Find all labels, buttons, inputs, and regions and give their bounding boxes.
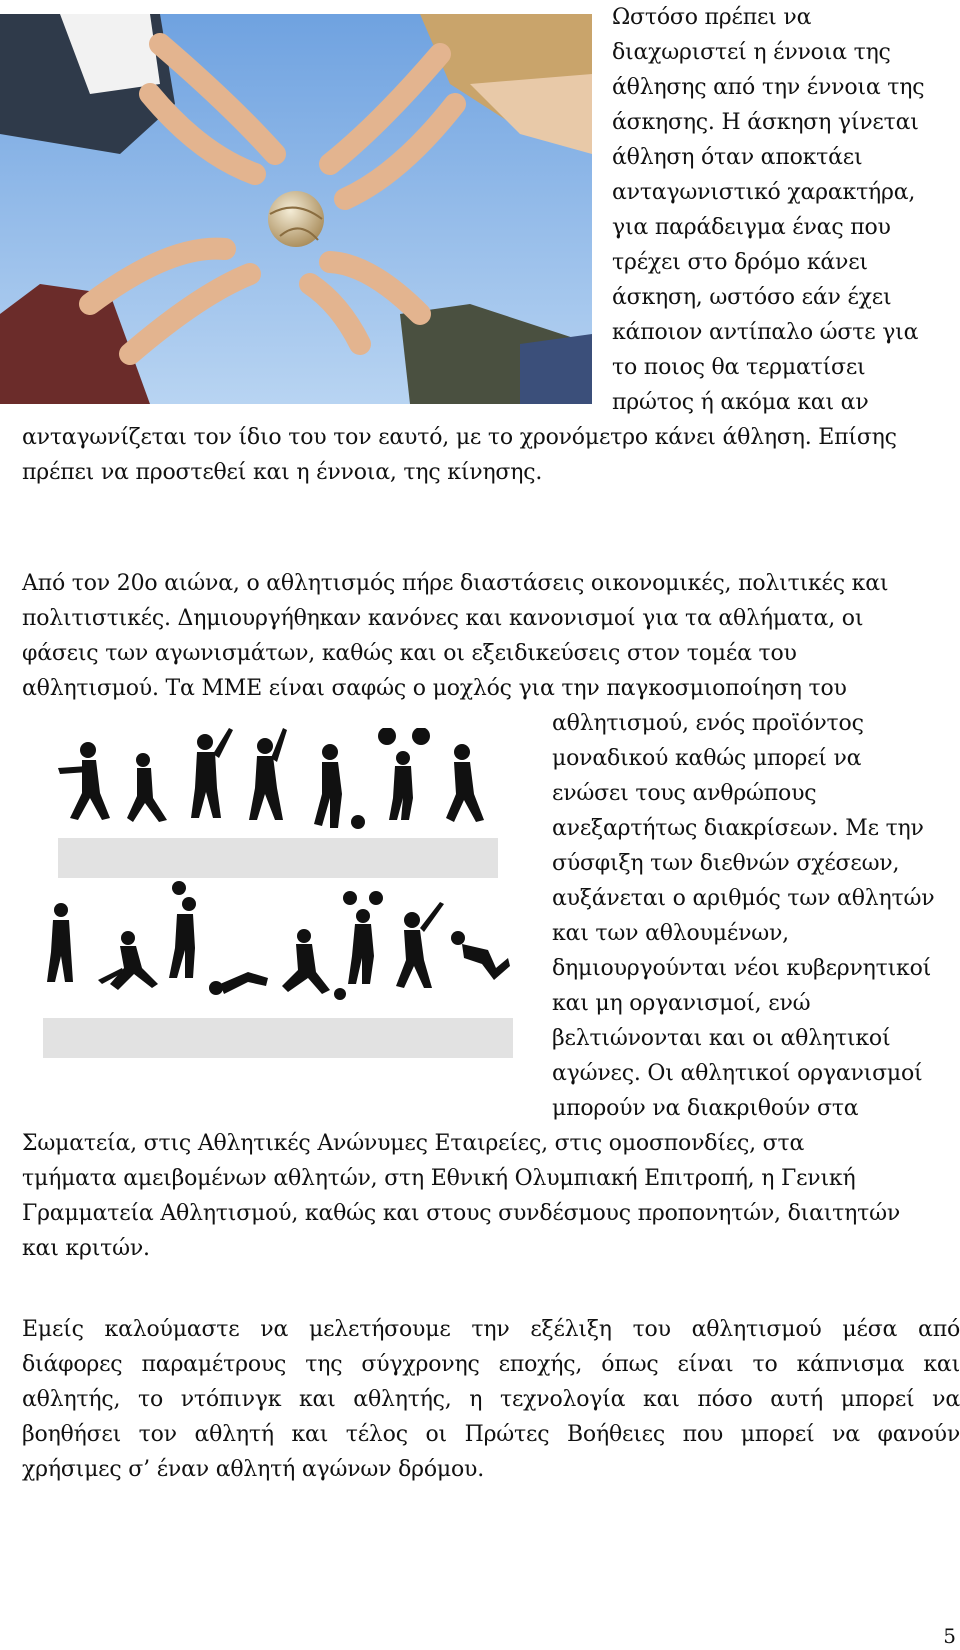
text-line: και κριτών. — [22, 1236, 150, 1261]
text-line: πρέπει να προστεθεί και η έννοια, της κίνησης. — [22, 460, 543, 485]
text-line: Γραμματεία Αθλητισμού, καθώς και στους συνδέσμους προπονητών, διαιτητών — [22, 1201, 900, 1226]
paragraph-2-top — [22, 566, 960, 706]
text-line: άθλησης από την έννοια της — [612, 75, 925, 100]
text-line: σύσφιξη των διεθνών σχέσεων, — [552, 851, 900, 876]
text-line: διαχωριστεί η έννοια της — [612, 40, 891, 65]
text-line: χρήσιμες σ’ έναν αθλητή αγώνων δρόμου. — [22, 1457, 485, 1482]
text-line: άσκησης. Η άσκηση γίνεται — [612, 110, 919, 135]
text-line: Ωστόσο πρέπει να — [612, 5, 812, 30]
text-line: τμήματα αμειβομένων αθλητών, στη Εθνική Ολυμπιακή Επιτροπή, η Γενική — [22, 1166, 856, 1191]
text-line: ενώσει τους ανθρώπους — [552, 781, 817, 806]
text-line: πολιτιστικές. Δημιουργήθηκαν κανόνες και κανονισμοί για τα αθλήματα, οι — [22, 606, 864, 631]
text-line: Εμείς καλούμαστε να μελετήσουμε την εξέλιξη του αθλητισμού μέσα από — [22, 1317, 960, 1342]
text-line: αυξάνεται ο αριθμός των αθλητών — [552, 886, 935, 911]
text-line: και των αθλουμένων, — [552, 921, 789, 946]
text-line: αθλητισμού. Τα ΜΜΕ είναι σαφώς ο μοχλός για την παγκοσμιοποίηση του — [22, 676, 847, 701]
text-line: κάποιον αντίπαλο ώστε για — [612, 320, 919, 345]
text-line: ανταγωνίζεται τον ίδιο του τον εαυτό, με το χρονόμετρο κάνει άθληση. Επίσης — [22, 425, 897, 450]
text-line: ανταγωνιστικό χαρακτήρα, — [612, 180, 916, 205]
text-line: δημιουργούνται νέοι κυβερνητικοί — [552, 956, 932, 981]
paragraph-1-right-column — [612, 0, 952, 420]
text-line: διάφορες παραμέτρους της σύγχρονης εποχής, όπως είναι το κάπνισμα και — [22, 1352, 960, 1377]
text-line: μπορούν να διακριθούν στα — [552, 1096, 859, 1121]
page-number: 5 — [943, 1624, 956, 1648]
text-line: άσκηση, ωστόσο εάν έχει — [612, 285, 892, 310]
text-line: πρώτος ή ακόμα και αν — [612, 390, 869, 415]
text-line: αθλητής, το ντόπινγκ και αθλητής, η τεχνολογία και πόσο αυτή μπορεί να — [22, 1387, 960, 1412]
text-line: βοηθήσει τον αθλητή και τέλος οι Πρώτες Βοήθειες που μπορεί να φανούν — [22, 1422, 960, 1447]
athlete-silhouettes-image — [18, 728, 518, 1098]
text-line: Από τον 20ο αιώνα, ο αθλητισμός πήρε διαστάσεις οικονομικές, πολιτικές και — [22, 571, 889, 596]
paragraph-1-full-width — [22, 420, 960, 490]
paragraph-3 — [22, 1312, 960, 1487]
text-line: ανεξαρτήτως διακρίσεων. Με την — [552, 816, 924, 841]
volleyball-hands-photo — [0, 14, 592, 404]
text-line: βελτιώνονται και οι αθλητικοί — [552, 1026, 891, 1051]
paragraph-2-right-column — [552, 706, 958, 1126]
text-line: τρέχει στο δρόμο κάνει — [612, 250, 868, 275]
text-line: Σωματεία, στις Αθλητικές Ανώνυμες Εταιρείες, στις ομοσπονδίες, στα — [22, 1131, 805, 1156]
text-line: και μη οργανισμοί, ενώ — [552, 991, 811, 1016]
text-line: μοναδικού καθώς μπορεί να — [552, 746, 862, 771]
paragraph-2-bottom — [22, 1126, 960, 1266]
text-line: φάσεις των αγωνισμάτων, καθώς και οι εξειδικεύσεις στον τομέα του — [22, 641, 797, 666]
text-line: για παράδειγμα ένας που — [612, 215, 891, 240]
text-line: άθληση όταν αποκτάει — [612, 145, 863, 170]
text-line: αθλητισμού, ενός προϊόντος — [552, 711, 864, 736]
text-line: αγώνες. Οι αθλητικοί οργανισμοί — [552, 1061, 923, 1086]
text-line: το ποιος θα τερματίσει — [612, 355, 866, 380]
